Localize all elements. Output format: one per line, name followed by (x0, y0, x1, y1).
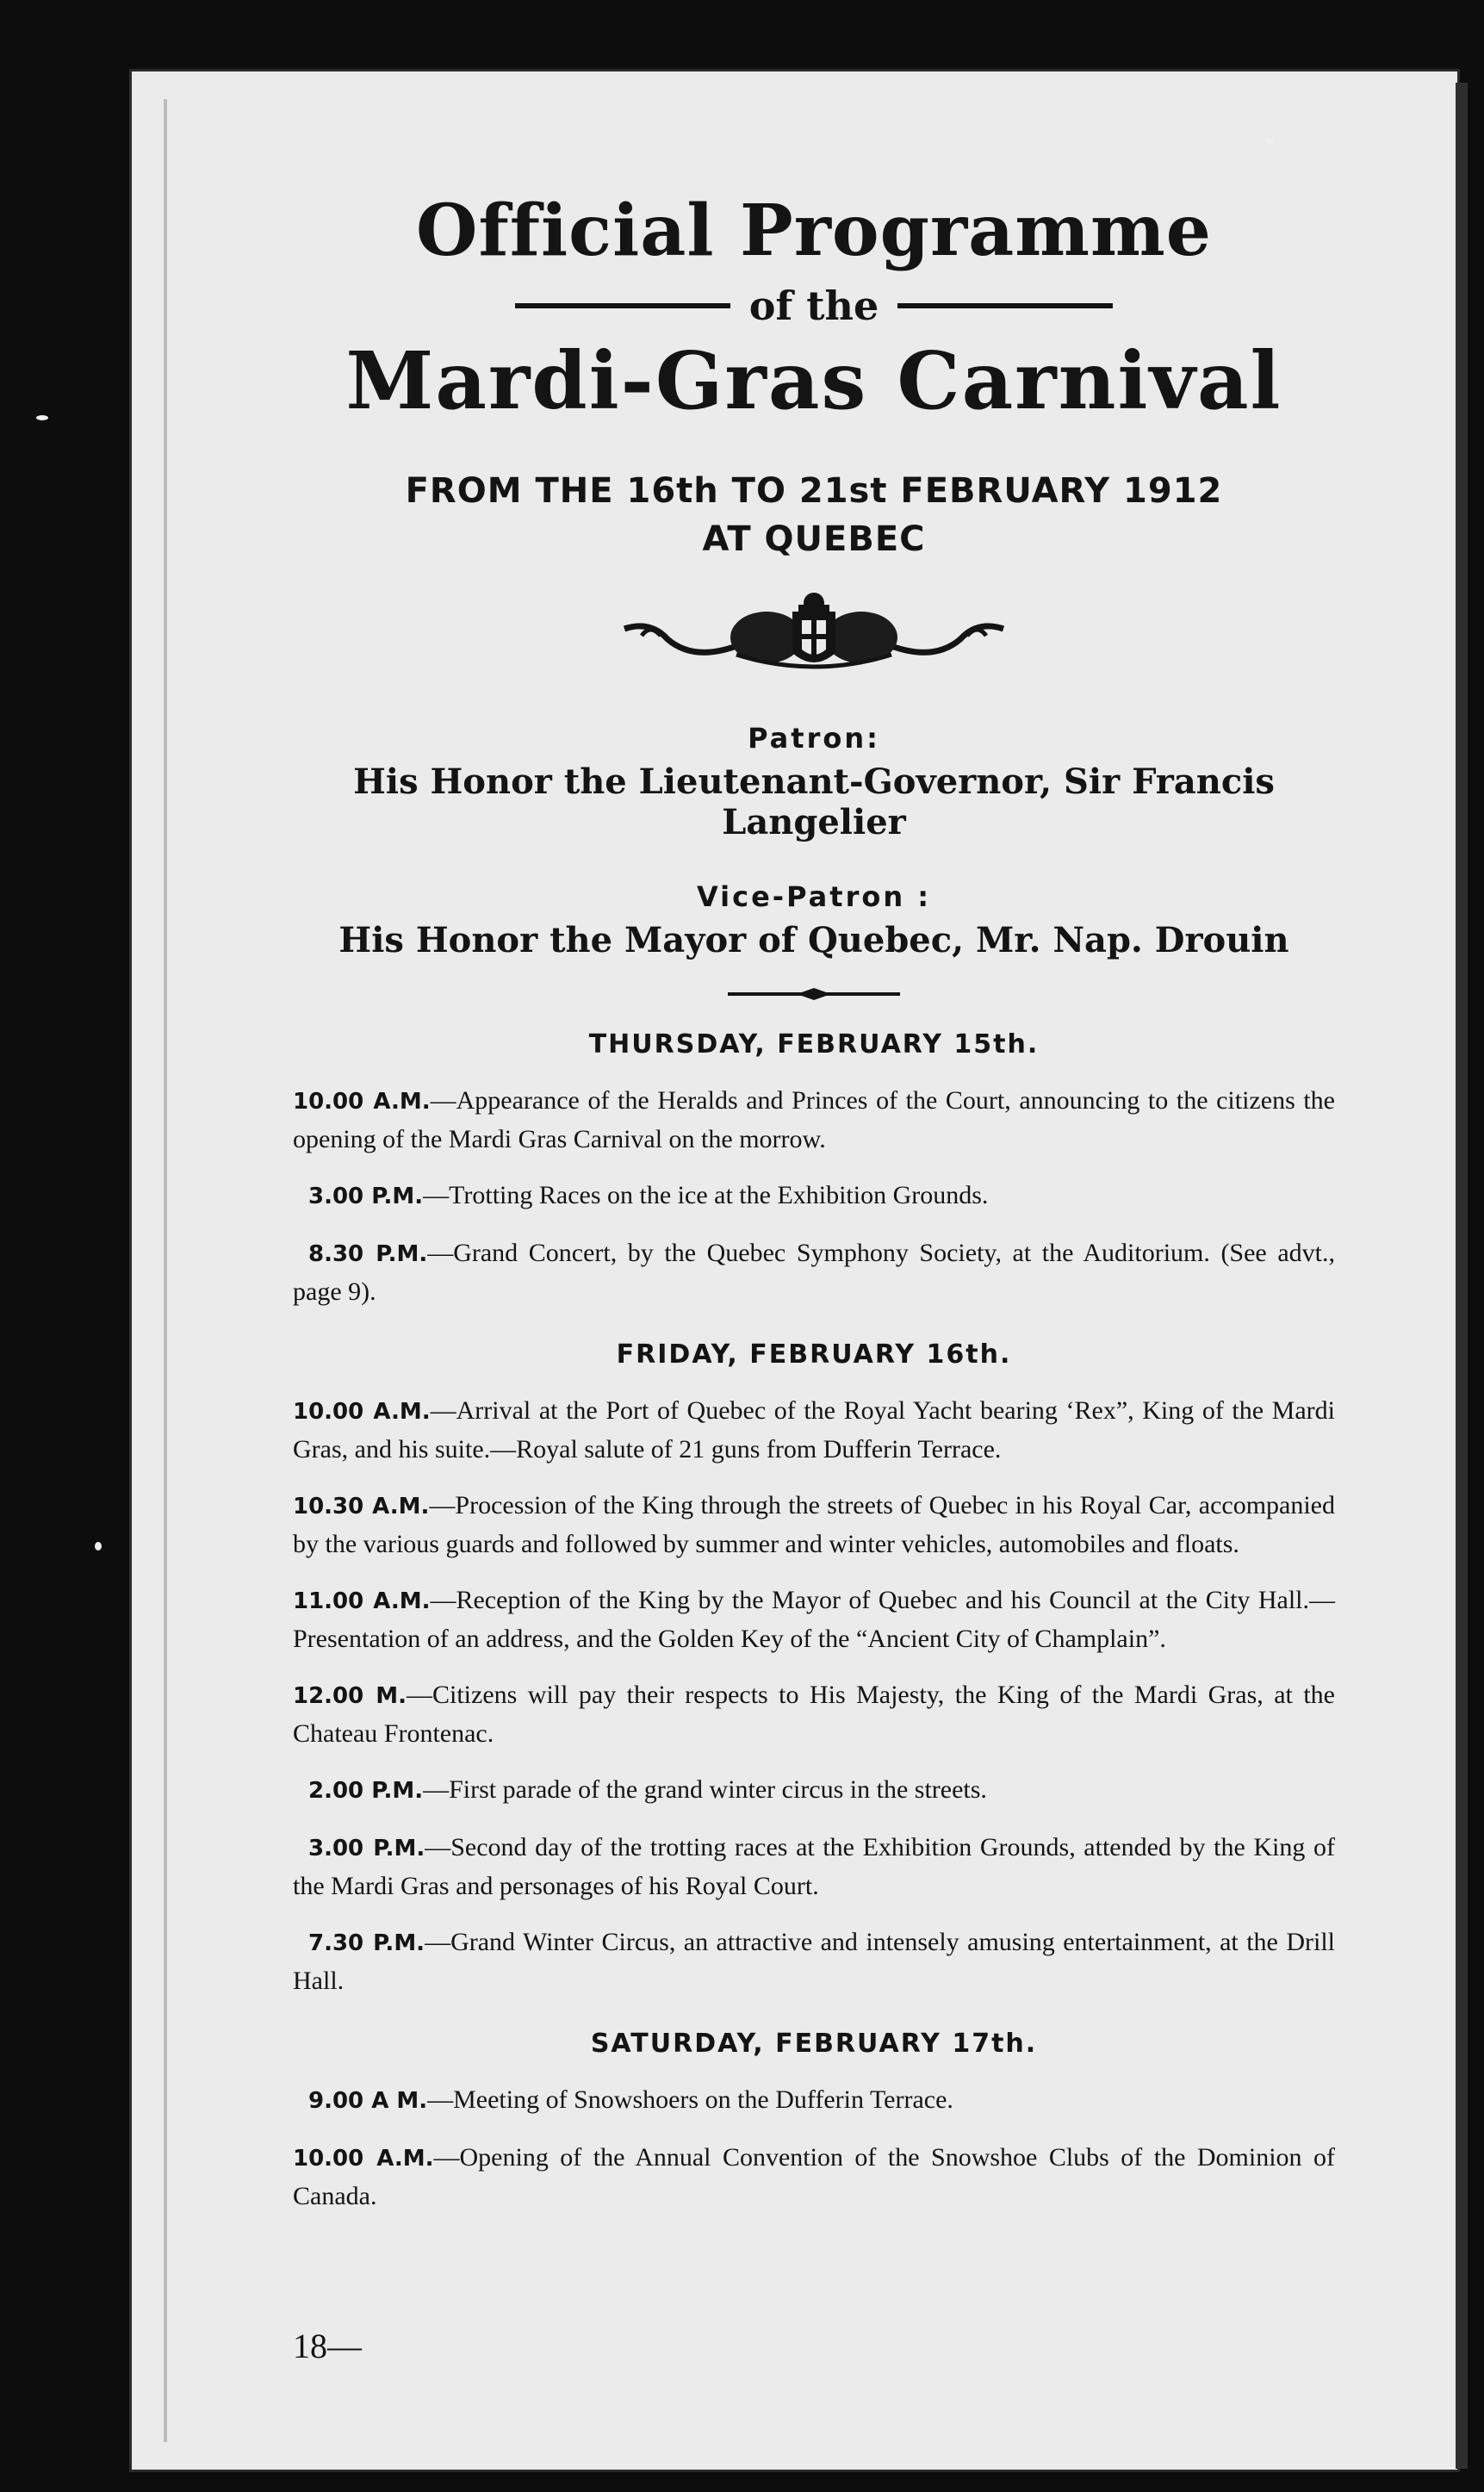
entry-time: 7.30 P.M. (308, 1930, 425, 1956)
schedule-entry (293, 1582, 1335, 1657)
title-connector (293, 283, 1335, 329)
schedule-entry (293, 1082, 1335, 1158)
vice-patron-label: Vice-Patron : (696, 880, 932, 913)
event-dates (293, 467, 1335, 563)
entry-text: —Trotting Races on the ice at the Exhibition Grounds. (423, 1181, 989, 1209)
schedule-entry (293, 1829, 1335, 1905)
entry-text: —Procession of the King through the streets of Quebec in his Royal Car, accompanied by the various guards and followed by summer and winter vehicles, automobiles and floats. (293, 1491, 1335, 1558)
page-number: 18— (293, 2327, 362, 2365)
patron-name: His Honor the Lieutenant-Governor, Sir Francis Langelier (353, 761, 1275, 842)
schedule-entry (293, 1392, 1335, 1468)
entry-text: —Arrival at the Port of Quebec of the Royal Yacht bearing ‘Rex”, King of the Mardi Gras, and his suite.—Royal salute of 21 guns from Dufferin Terrace. (293, 1396, 1335, 1464)
rule-left (515, 303, 730, 308)
entry-time: 8.30 P.M. (308, 1241, 428, 1267)
day-heading: THURSDAY, FEBRUARY 15th. (588, 1029, 1040, 1060)
entry-time: 10.00 A.M. (293, 1089, 431, 1115)
schedule-entry (293, 2139, 1335, 2215)
entry-text: —Meeting of Snowshoers on the Dufferin Terrace. (427, 2085, 953, 2114)
entry-text: —Citizens will pay their respects to His Majesty, the King of the Mardi Gras, at the Chateau Frontenac. (293, 1681, 1335, 1748)
schedule (293, 1029, 1335, 2215)
binding-line (164, 99, 167, 2442)
entry-time: 3.00 P.M. (308, 1836, 425, 1861)
programme-content (293, 172, 1335, 2234)
entry-text: —Opening of the Annual Convention of the Snowshoe Clubs of the Dominion of Canada. (293, 2143, 1335, 2210)
entry-time: 10.00 A.M. (293, 2146, 434, 2172)
entry-time: 10.00 A.M. (293, 1399, 431, 1425)
schedule-entry (293, 1923, 1335, 1999)
schedule-entry (293, 2081, 1335, 2120)
entry-time: 2.00 P.M. (308, 1778, 424, 1804)
day-heading: FRIDAY, FEBRUARY 16th. (616, 1339, 1012, 1370)
schedule-entry (293, 1771, 1335, 1810)
entry-time: 11.00 A.M. (293, 1588, 431, 1614)
day-heading: SATURDAY, FEBRUARY 17th. (590, 2029, 1038, 2059)
crest-ornament-icon (616, 586, 1012, 680)
dates-line: FROM THE 16th TO 21st FEBRUARY 1912 (405, 471, 1223, 511)
schedule-entry (293, 1487, 1335, 1563)
schedule-entry (293, 1676, 1335, 1752)
programme-title: Official Programme (416, 190, 1212, 272)
entry-text: —Second day of the trotting races at the Exhibition Grounds, attended by the King of the Mardi Gras and personages of his Royal Court. (293, 1833, 1335, 1900)
schedule-entry (293, 1234, 1335, 1310)
title-of-the: of the (748, 283, 879, 329)
location-line: AT QUEBEC (702, 519, 926, 559)
entry-time: 12.00 M. (293, 1683, 407, 1709)
page-edge-shadow (1456, 83, 1468, 2469)
schedule-entry (293, 1177, 1335, 1215)
patron-label: Patron: (748, 722, 880, 755)
carnival-title: Mardi-Gras Carnival (345, 334, 1282, 427)
entry-text: —Reception of the King by the Mayor of Quebec and his Council at the City Hall.—Presentation of an address, and the Golden Key of the “Ancient City of Champlain”. (293, 1586, 1335, 1653)
entry-time: 10.30 A.M. (293, 1494, 430, 1519)
entry-time: 3.00 P.M. (308, 1184, 424, 1209)
entry-text: —Appearance of the Heralds and Princes of the Court, announcing to the citizens the opening of the Mardi Gras Carnival on the morrow. (293, 1086, 1335, 1153)
entry-text: —Grand Concert, by the Quebec Symphony Society, at the Auditorium. (See advt., page 9). (293, 1239, 1335, 1306)
section-divider-icon (728, 988, 900, 1000)
entry-text: —Grand Winter Circus, an attractive and intensely amusing entertainment, at the Drill Hall. (293, 1928, 1335, 1995)
entry-text: —First parade of the grand winter circus in the streets. (423, 1775, 987, 1804)
entry-time: 9.00 A M. (308, 2088, 428, 2114)
vice-patron-name: His Honor the Mayor of Quebec, Mr. Nap. Drouin (338, 920, 1289, 960)
rule-right (897, 303, 1113, 308)
